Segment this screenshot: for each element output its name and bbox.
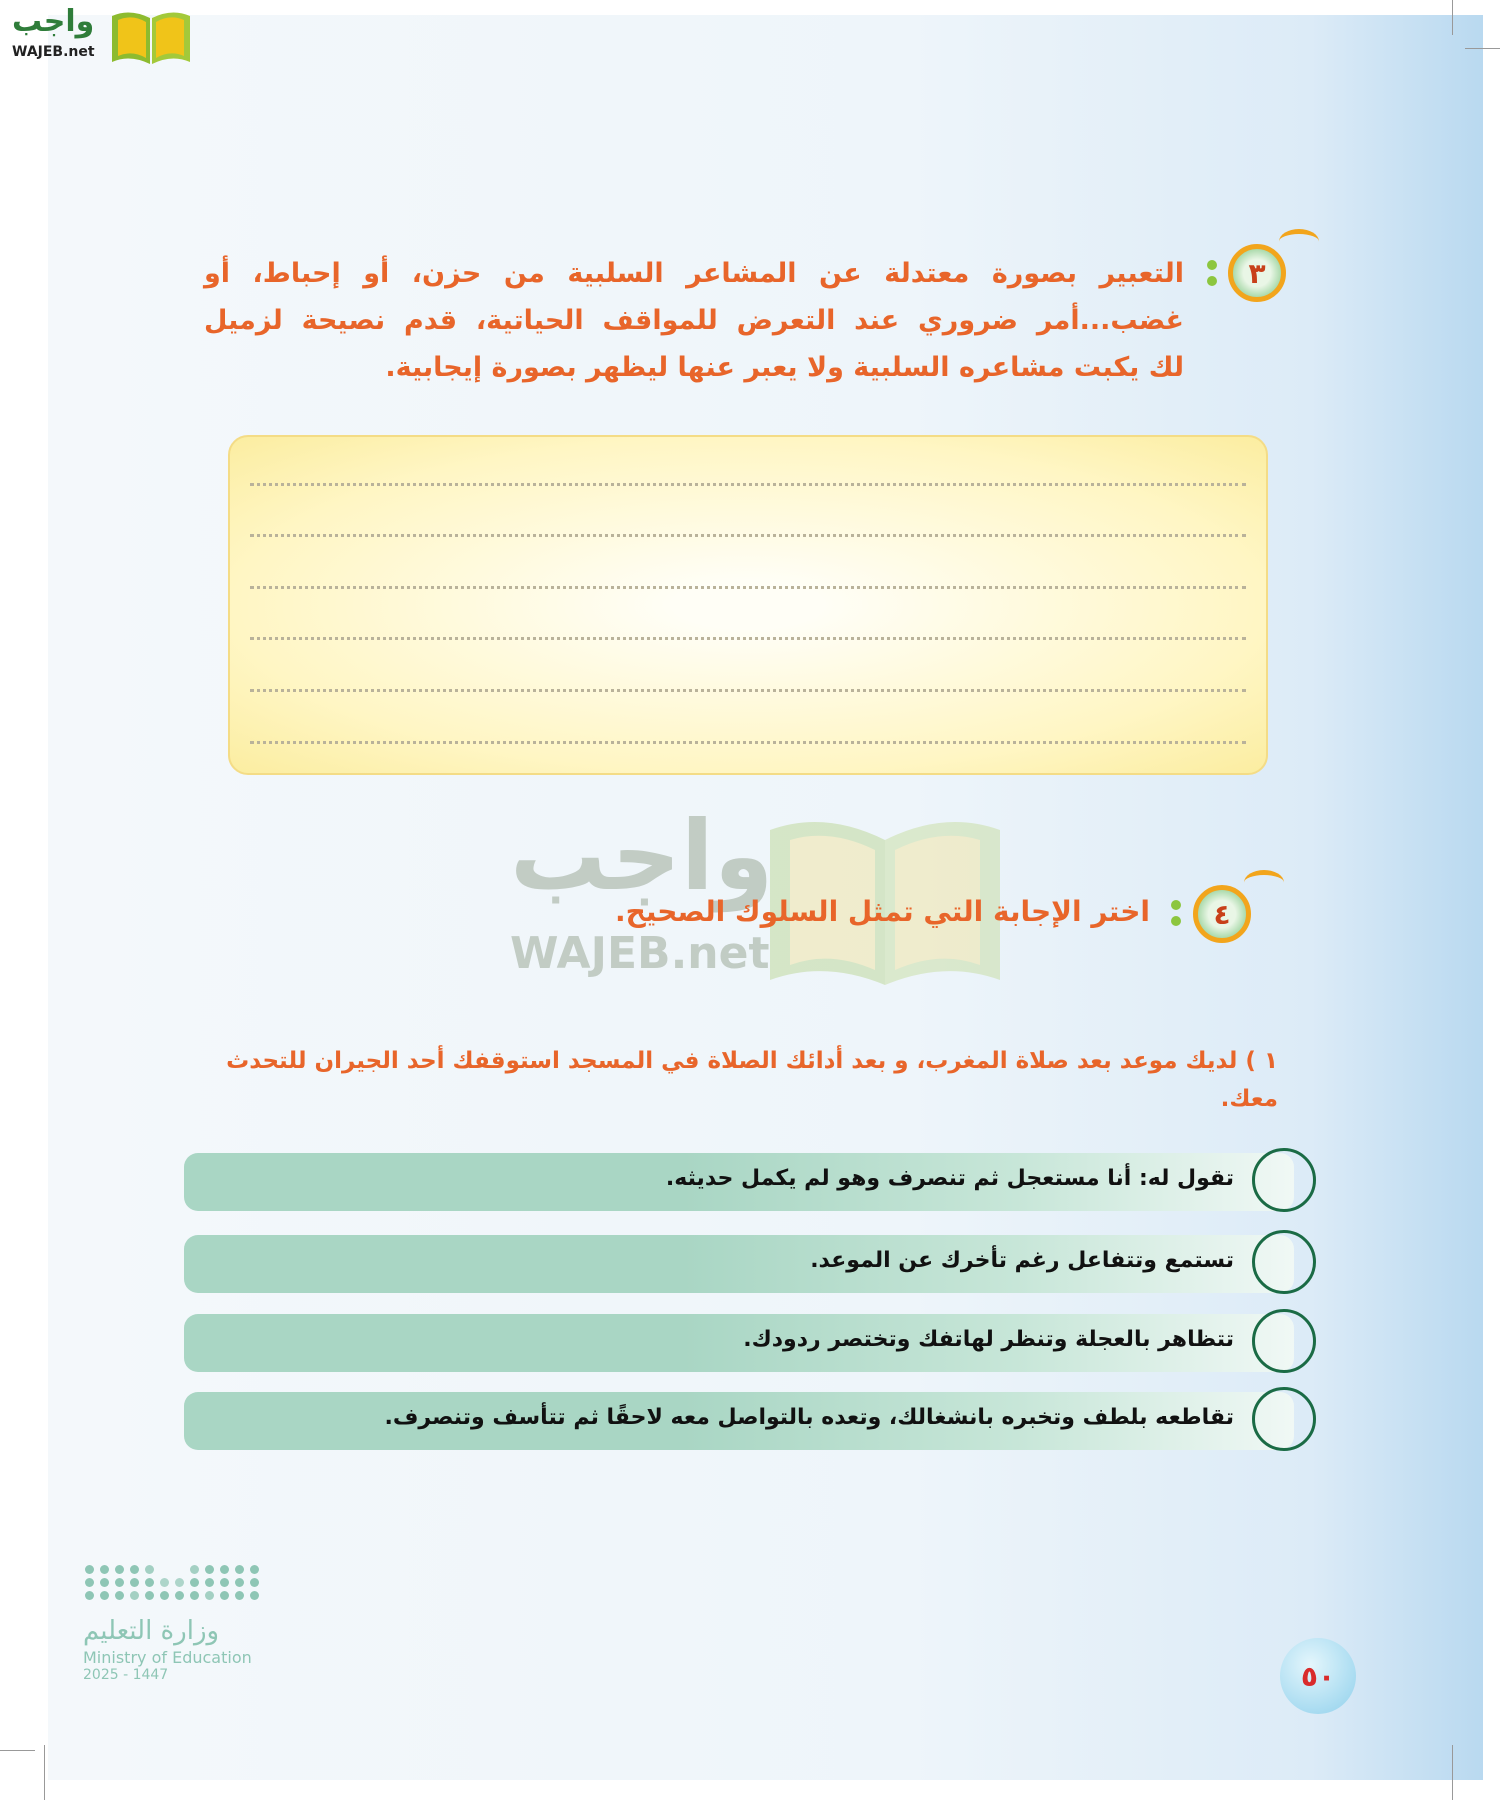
logo-text-ar: واجب [12,4,95,39]
option-label: تتظاهر بالعجلة وتنظر لهاتفك وتختصر ردودك. [743,1327,1234,1352]
option-label: تستمع وتتفاعل رغم تأخرك عن الموعد. [810,1248,1234,1273]
option-radio[interactable] [1252,1230,1316,1294]
ministry-name-en: Ministry of Education [83,1648,252,1667]
option-row[interactable] [184,1235,1294,1293]
crop-mark [1452,1745,1453,1800]
option-radio[interactable] [1252,1148,1316,1212]
option-row[interactable] [184,1314,1294,1372]
wajeb-logo[interactable] [8,4,193,66]
watermark-text-en: WAJEB.net [510,928,770,979]
year: 2025 - 1447 [83,1667,169,1683]
scenario-question: ١ ) لديك موعد بعد صلاة المغرب، و بعد أدائك الصلاة في المسجد استوقفك أحد الجيران للتحدث معك. [226,1048,1278,1112]
question-line: غضب...أمر ضروري عند التعرض للمواقف الحياتية، قدم نصيحة لزميل [204,305,1184,336]
watermark-text-ar: واجب [510,800,774,912]
answer-line[interactable] [250,586,1246,589]
option-radio[interactable] [1252,1309,1316,1373]
logo-text-en: WAJEB.net [12,44,95,60]
colon-icon [1207,260,1217,292]
question-number-badge [1193,885,1251,943]
ministry-name-ar: وزارة التعليم [83,1616,220,1646]
answer-line[interactable] [250,741,1246,744]
ministry-logo [83,1565,273,1683]
question-line: لك يكبت مشاعره السلبية ولا يعبر عنها ليظهر بصورة إيجابية. [385,352,1184,383]
crop-mark [44,1745,45,1800]
question-line: التعبير بصورة معتدلة عن المشاعر السلبية من حزن، أو إحباط، أو [204,258,1184,289]
page-number [1280,1638,1356,1714]
page-number-text: ٥٠ [1300,1659,1336,1693]
question-number: ٣ [1248,256,1266,290]
section-4-title: اختر الإجابة التي تمثل السلوك الصحيح. [615,895,1150,928]
answer-box[interactable] [228,435,1268,775]
option-radio[interactable] [1252,1387,1316,1451]
crop-mark [1465,48,1500,49]
option-row[interactable] [184,1392,1294,1450]
option-row[interactable] [184,1153,1294,1211]
colon-icon [1171,900,1181,932]
question-3-text [204,250,1184,391]
answer-line[interactable] [250,637,1246,640]
option-label: تقاطعه بلطف وتخبره بانشغالك، وتعده بالتواصل معه لاحقًا ثم تتأسف وتنصرف. [384,1405,1234,1430]
ministry-dots-icon [85,1565,273,1600]
crop-mark [1452,0,1453,35]
answer-line[interactable] [250,534,1246,537]
question-number-badge [1228,244,1286,302]
question-number: ٤ [1213,897,1231,931]
book-icon [108,6,194,66]
answer-line[interactable] [250,483,1246,486]
answer-line[interactable] [250,689,1246,692]
option-label: تقول له: أنا مستعجل ثم تنصرف وهو لم يكمل حديثه. [665,1166,1234,1191]
crop-mark [0,1750,35,1751]
